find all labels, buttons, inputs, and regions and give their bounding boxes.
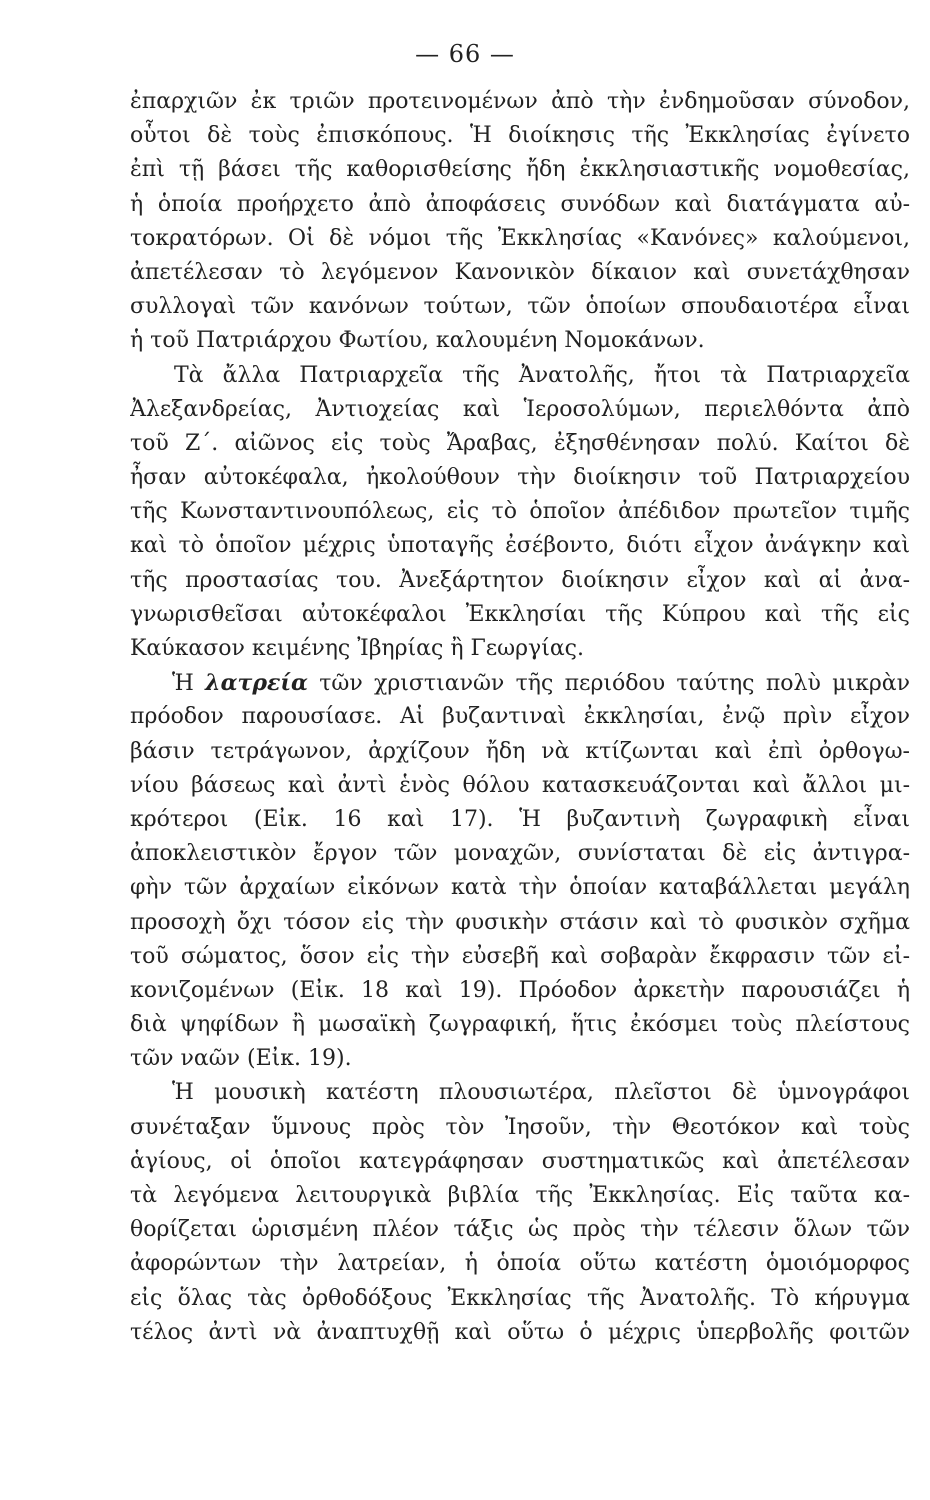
text-line: καὶ τὸ ὁποῖον μέχρις ὑποταγῆς ἐσέβοντο, διότι εἶχον ἀνάγκην καὶ [130,533,910,559]
page-number: — 66 — [415,40,515,68]
text-line: τῶν ναῶν (Εἰκ. 19). [130,1046,352,1072]
text-line: οὗτοι δὲ τοὺς ἐπισκόπους. Ἡ διοίκησις τῆς Ἐκκλησίας ἐγίνετο [130,123,910,149]
text-line: ἐπαρχιῶν ἐκ τριῶν προτεινομένων ἀπὸ τὴν ἐνδημοῦσαν σύνοδον, [130,89,910,114]
text-line: συνέταξαν ὕμνους πρὸς τὸν Ἰησοῦν, τὴν Θεοτόκον καὶ τοὺς [130,1114,910,1140]
text-line: φὴν τῶν ἀρχαίων εἰκόνων κατὰ τὴν ὁποίαν καταβάλλεται μεγάλη [130,875,910,901]
text-line: τέλος ἀντὶ νὰ ἀναπτυχθῇ καὶ οὕτω ὁ μέχρις ὑπερβολῆς φοιτῶν [130,1319,910,1345]
text-line: Ἡ μουσικὴ κατέστη πλουσιωτέρα, πλεῖστοι δὲ ὑμνογράφοι [172,1080,910,1106]
worship-line-rest: τῶν χριστιανῶν τῆς περιόδου ταύτης πολὺ μικρὰν [307,671,910,697]
text-line: ἀπετέλεσαν τὸ λεγόμενον Κανονικὸν δίκαιον καὶ συνετάχθησαν [130,259,910,285]
text-line: συλλογαὶ τῶν κανόνων τούτων, τῶν ὁποίων σπουδαιοτέρα εἶναι [130,294,910,320]
text-line: ἡ ὁποία προήρχετο ἀπὸ ἀποφάσεις συνόδων καὶ διατάγματα αὐ- [130,191,910,217]
text-line: τῆς Κωνσταντινουπόλεως, εἰς τὸ ὁποῖον ἀπέδιδον πρωτεῖον τιμῆς [130,499,910,525]
text-line: βάσιν τετράγωνον, ἀρχίζουν ἤδη νὰ κτίζωνται καὶ ἐπὶ ὀρθογω- [130,738,910,764]
text-line: Ἀλεξανδρείας, Ἀντιοχείας καὶ Ἱεροσολύμων, περιελθόντα ἀπὸ [130,396,910,422]
worship-line-start: Ἡ [172,671,206,697]
text-line: Τὰ ἄλλα Πατριαρχεῖα τῆς Ἀνατολῆς, ἤτοι τὰ Πατριαρχεῖα [174,362,910,388]
text-line: γνωρισθεῖσαι αὐτοκέφαλοι Ἐκκλησίαι τῆς Κύπρου καὶ τῆς εἰς [130,601,910,627]
text-line: κρότεροι (Εἰκ. 16 καὶ 17). Ἡ βυζαντινὴ ζωγραφικὴ εἶναι [130,806,910,832]
text-line: ἡ τοῦ Πατριάρχου Φωτίου, καλουμένη Νομοκάνων. [130,328,705,354]
text-line: Καύκασον κειμένης Ἰβηρίας ἢ Γεωργίας. [130,636,584,661]
text-line: ἐπὶ τῇ βάσει τῆς καθορισθείσης ἤδη ἐκκλησιαστικῆς νομοθεσίας, [130,157,910,183]
text-line: τοῦ σώματος, ὅσον εἰς τὴν εὐσεβῆ καὶ σοβαρὰν ἔκφρασιν τῶν εἰ- [130,943,910,969]
text-line: εἰς ὅλας τὰς ὀρθοδόξους Ἐκκλησίας τῆς Ἀνατολῆς. Τὸ κήρυγμα [130,1285,910,1311]
text-line-worship [130,666,910,700]
text-line: ἀφορώντων τὴν λατρείαν, ἡ ὁποία οὕτω κατέστη ὁμοιόμορφος [130,1251,910,1277]
text-line: τοκρατόρων. Οἱ δὲ νόμοι τῆς Ἐκκλησίας «Κανόνες» καλούμενοι, [130,225,910,251]
text-line: προσοχὴ ὄχι τόσον εἰς τὴν φυσικὴν στάσιν καὶ τὸ φυσικὸν σχῆμα [130,909,910,935]
text-line: νίου βάσεως καὶ ἀντὶ ἑνὸς θόλου κατασκευάζονται καὶ ἄλλοι μι- [130,772,910,798]
text-line: θορίζεται ὡρισμένη πλέον τάξις ὡς πρὸς τὴν τέλεσιν ὅλων τῶν [130,1217,910,1243]
body-text [130,85,910,1350]
text-line: τοῦ Ζ΄. αἰῶνος εἰς τοὺς Ἄραβας, ἐξησθένησαν πολύ. Καίτοι δὲ [130,430,910,456]
text-line: διὰ ψηφίδων ἢ μωσαϊκὴ ζωγραφική, ἥτις ἐκόσμει τοὺς πλείστους [130,1012,910,1038]
text-line: ἁγίους, οἱ ὁποῖοι κατεγράφησαν συστηματικῶς καὶ ἀπετέλεσαν [130,1148,910,1174]
text-line: τὰ λεγόμενα λειτουργικὰ βιβλία τῆς Ἐκκλησίας. Εἰς ταῦτα κα- [130,1183,910,1208]
text-line: ἀποκλειστικὸν ἔργον τῶν μοναχῶν, συνίσταται δὲ εἰς ἀντιγρα- [130,841,910,867]
text-line: ἦσαν αὐτοκέφαλα, ἠκολούθουν τὴν διοίκησιν τοῦ Πατριαρχείου [130,465,910,491]
text-line: τῆς προστασίας του. Ἀνεξάρτητον διοίκησιν εἶχον καὶ αἱ ἀνα- [130,567,910,593]
text-line: κονιζομένων (Εἰκ. 18 καὶ 19). Πρόοδον ἀρκετὴν παρουσιάζει ἡ [130,977,910,1003]
emphasis-worship: λατρεία [205,670,308,697]
text-line: πρόοδον παρουσίασε. Αἱ βυζαντιναὶ ἐκκλησίαι, ἐνῷ πρὶν εἶχον [130,704,910,730]
